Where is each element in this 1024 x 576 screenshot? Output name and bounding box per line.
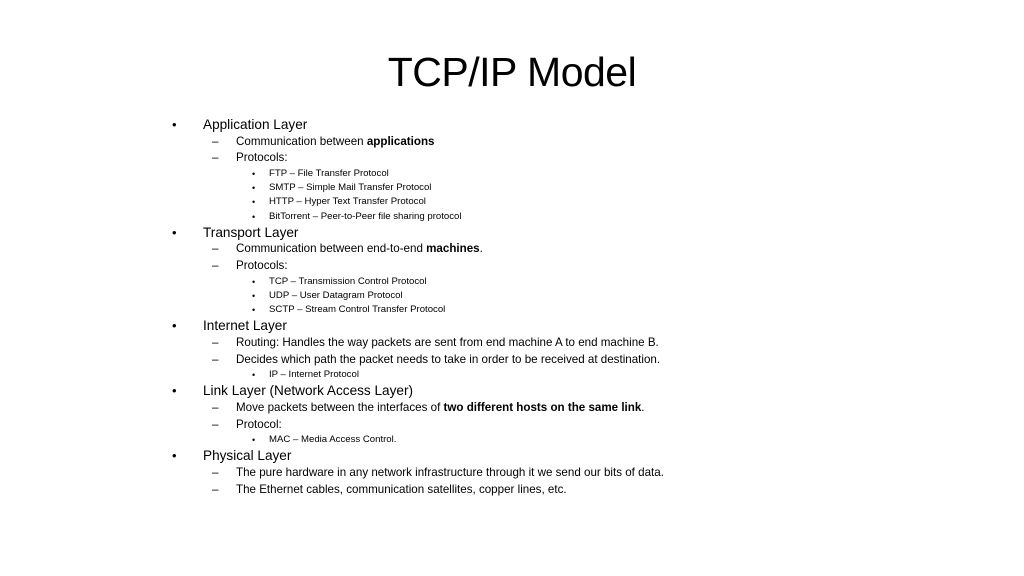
sub-point-text: Protocols:	[236, 151, 288, 165]
bullet-dot-icon: •	[252, 290, 256, 301]
protocol-item	[172, 368, 872, 382]
bullet-dot-icon: •	[172, 383, 177, 399]
section-heading	[172, 447, 872, 465]
sub-point-text: Protocols:	[236, 258, 288, 272]
sub-point	[172, 465, 872, 482]
sub-point	[172, 400, 872, 417]
bullet-dot-icon: •	[252, 211, 256, 222]
section-heading-text: Application Layer	[203, 117, 308, 132]
section-heading-text: Internet Layer	[203, 318, 287, 334]
bullet-list	[172, 116, 872, 498]
sub-point	[172, 134, 872, 151]
slide-title: TCP/IP Model	[387, 49, 637, 95]
protocol-item-text: MAC – Media Access Control.	[269, 434, 397, 446]
sub-point	[172, 482, 872, 499]
sub-point-text: The pure hardware in any network infrastructure through it we send our bits of data.	[236, 465, 664, 479]
sub-point-text: Decides which path the packet needs to take in order to be received at destination.	[236, 352, 661, 366]
dash-bullet-icon: –	[212, 417, 219, 431]
bullet-dot-icon: •	[252, 305, 256, 316]
protocol-item-text: IP – Internet Protocol	[269, 369, 359, 381]
sub-point-emphasis: applications	[366, 134, 435, 148]
sub-point-emphasis: two different hosts on the same link	[443, 400, 642, 414]
sub-point	[172, 335, 872, 352]
dash-bullet-icon: –	[212, 134, 219, 148]
dash-bullet-icon: –	[212, 352, 219, 366]
protocol-item-text: TCP – Transmission Control Protocol	[269, 275, 427, 287]
protocol-item-text: HTTP – Hyper Text Transfer Protocol	[269, 196, 426, 208]
sub-point	[172, 241, 872, 258]
bullet-dot-icon: •	[252, 370, 256, 381]
section-heading	[172, 382, 872, 400]
sub-point-text: Communication between	[236, 134, 367, 148]
protocol-item	[172, 167, 872, 181]
protocol-item	[172, 195, 872, 209]
bullet-dot-icon: •	[252, 197, 256, 208]
dash-bullet-icon: –	[212, 258, 219, 272]
sub-point	[172, 258, 872, 275]
bullet-dot-icon: •	[172, 448, 177, 464]
protocol-item-text: BitTorrent – Peer-to-Peer file sharing protocol	[269, 210, 462, 222]
protocol-item	[172, 181, 872, 195]
dash-bullet-icon: –	[212, 482, 219, 496]
dash-bullet-icon: –	[212, 242, 219, 256]
sub-point	[172, 352, 872, 369]
sub-point	[172, 417, 872, 434]
sub-point-suffix: .	[479, 242, 483, 256]
sub-point-text: Move packets between the interfaces of	[236, 400, 444, 414]
protocol-item-text: SCTP – Stream Control Transfer Protocol	[269, 304, 446, 316]
bullet-dot-icon: •	[172, 117, 177, 132]
bullet-dot-icon: •	[172, 318, 177, 334]
sub-point-emphasis: machines	[426, 242, 480, 256]
protocol-item	[172, 303, 872, 317]
sub-point-text: The Ethernet cables, communication satellites, copper lines, etc.	[236, 482, 567, 496]
bullet-dot-icon: •	[252, 168, 256, 179]
sub-point-text: Protocol:	[236, 417, 282, 431]
dash-bullet-icon: –	[212, 400, 219, 414]
bullet-dot-icon: •	[252, 435, 256, 446]
protocol-item-text: UDP – User Datagram Protocol	[269, 289, 403, 301]
dash-bullet-icon: –	[212, 465, 219, 479]
sub-point-text: Communication between end-to-end	[236, 242, 427, 256]
protocol-item	[172, 275, 872, 289]
protocol-item	[172, 289, 872, 303]
dash-bullet-icon: –	[212, 335, 219, 349]
protocol-item	[172, 433, 872, 447]
sub-point	[172, 150, 872, 167]
section-heading	[172, 317, 872, 335]
section-heading-text: Link Layer (Network Access Layer)	[203, 383, 414, 399]
protocol-item-text: FTP – File Transfer Protocol	[269, 167, 389, 179]
section-heading	[172, 116, 872, 134]
section-heading	[172, 224, 872, 242]
bullet-dot-icon: •	[252, 182, 256, 193]
bullet-dot-icon: •	[252, 276, 256, 287]
sub-point-suffix: .	[641, 400, 645, 414]
protocol-item-text: SMTP – Simple Mail Transfer Protocol	[269, 181, 432, 193]
bullet-dot-icon: •	[172, 224, 177, 240]
protocol-item	[172, 210, 872, 224]
section-heading-text: Transport Layer	[203, 224, 299, 240]
section-heading-text: Physical Layer	[203, 448, 292, 464]
dash-bullet-icon: –	[212, 151, 219, 165]
sub-point-text: Routing: Handles the way packets are sent from end machine A to end machine B.	[236, 335, 659, 349]
